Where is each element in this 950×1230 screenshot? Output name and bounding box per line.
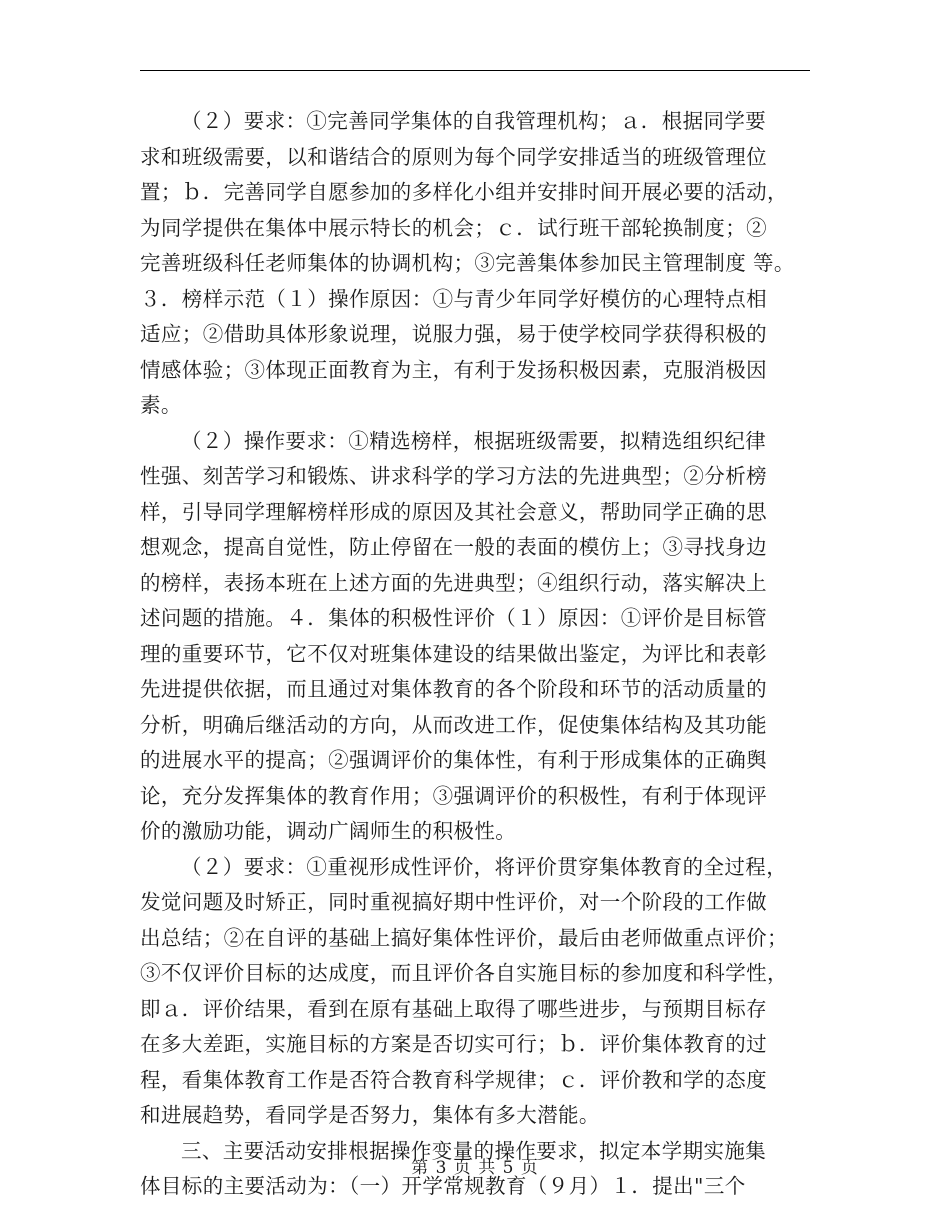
text-line: 即ａ．评价结果，看到在原有基础上取得了哪些进步，与预期目标存	[140, 996, 767, 1021]
text-line: （２）操作要求：①精选榜样，根据班级需要，拟精选组织纪律	[181, 428, 767, 453]
text-line: 分析，明确后继活动的方向，从而改进工作，促使集体结构及其功能	[140, 712, 767, 737]
text-line: 程，看集体教育工作是否符合教育科学规律；ｃ．评价教和学的态度	[140, 1067, 767, 1092]
text-line: 的进展水平的提高；②强调评价的集体性，有利于形成集体的正确舆	[140, 748, 767, 772]
text-line: （２）要求：①完善同学集体的自我管理机构；ａ．根据同学要	[181, 109, 767, 133]
text-line: （２）要求：①重视形成性评价，将评价贯穿集体教育的全过程，	[181, 854, 788, 879]
text-line: 价的激励功能，调动广阔师生的积极性。	[140, 819, 517, 843]
text-line: 完善班级科任老师集体的协调机构；③完善集体参加民主管理制度 等。	[140, 251, 795, 275]
text-line: 体目标的主要活动为：（一）开学常规教育（９月）１．提出"三个	[140, 1174, 746, 1198]
text-line: 三、主要活动安排根据操作变量的操作要求，拟定本学期实施集	[181, 1138, 767, 1163]
text-line: 出总结；②在自评的基础上搞好集体性评价，最后由老师做重点评价；	[140, 925, 788, 950]
text-line: 求和班级需要，以和谐结合的原则为每个同学安排适当的班级管理位	[140, 144, 767, 169]
text-line: 理的重要环节，它不仅对班集体建设的结果做出鉴定，为评比和表彰	[140, 641, 767, 666]
text-line: ３．榜样示范（１）操作原因：①与青少年同学好模仿的心理特点相	[140, 286, 767, 311]
text-line: 适应；②借助具体形象说理，说服力强，易于使学校同学获得积极的	[140, 322, 767, 346]
text-line: 先进提供依据，而且通过对集体教育的各个阶段和环节的活动质量的	[140, 677, 767, 701]
text-line: 发觉问题及时矫正，同时重视搞好期中性评价，对一个阶段的工作做	[140, 890, 767, 914]
page-footer: 第 3 页 共 5 页	[411, 1158, 539, 1178]
text-line: 置；ｂ．完善同学自愿参加的多样化小组并安排时间开展必要的活动，	[140, 180, 788, 204]
text-line: 的榜样，表扬本班在上述方面的先进典型；④组织行动，落实解决上	[140, 570, 767, 595]
text-line: 在多大差距，实施目标的方案是否切实可行；ｂ．评价集体教育的过	[140, 1032, 767, 1056]
text-line: 述问题的措施。４．集体的积极性评价（１）原因：①评价是目标管	[140, 606, 767, 630]
document-body	[140, 104, 820, 1205]
text-line: 性强、刻苦学习和锻炼、讲求科学的学习方法的先进典型；②分析榜	[140, 464, 767, 488]
header-rule	[140, 70, 810, 71]
text-line: 和进展趋势，看同学是否努力，集体有多大潜能。	[140, 1103, 600, 1127]
text-line: ③不仅评价目标的达成度，而且评价各自实施目标的参加度和科学性，	[140, 961, 788, 985]
text-line: 样，引导同学理解榜样形成的原因及其社会意义，帮助同学正确的思	[140, 499, 767, 524]
text-line: 想观念，提高自觉性，防止停留在一般的表面的模仿上；③寻找身边	[140, 535, 767, 559]
text-line: 素。	[140, 393, 182, 417]
text-line: 情感体验；③体现正面教育为主，有利于发扬积极因素，克服消极因	[140, 357, 767, 382]
text-line: 为同学提供在集体中展示特长的机会；ｃ．试行班干部轮换制度；②	[140, 215, 767, 240]
text-line: 论，充分发挥集体的教育作用；③强调评价的积极性，有利于体现评	[140, 783, 767, 808]
